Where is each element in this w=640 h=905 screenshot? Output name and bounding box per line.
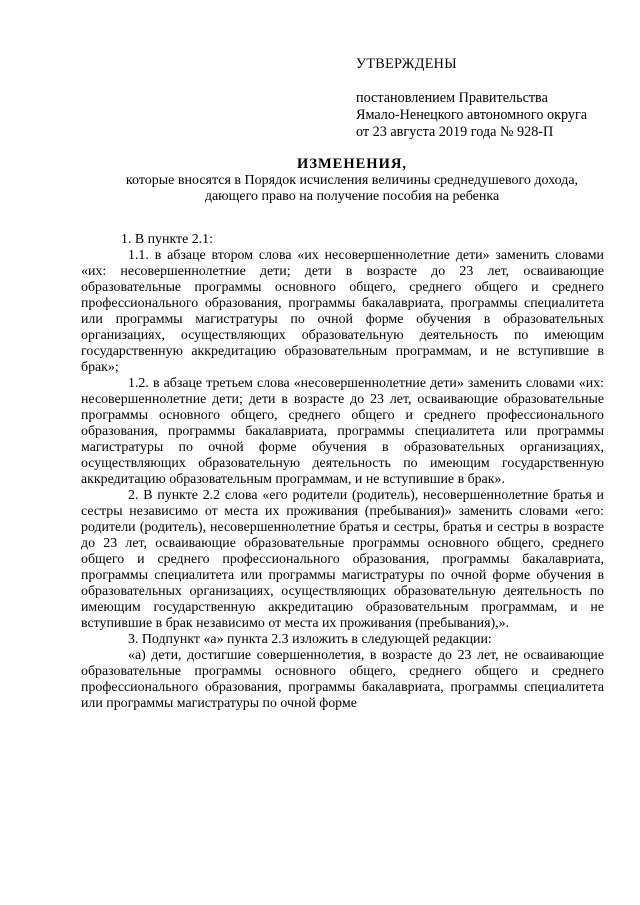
paragraph: «а) дети, достигшие совершеннолетия, в возрасте до 23 лет, не осваивающие образовательные программы основного общего, среднего общего и среднего профессионального образования, программы бакалавриата, программы специалитета или программы магистратуры по очной форме xyxy=(81,648,604,711)
approval-line: от 23 августа 2019 года № 928-П xyxy=(356,124,554,140)
paragraph: 1.1. в абзаце втором слова «их несовершеннолетние дети» заменить словами «их: несовершеннолетние дети; дети в возрасте до 23 лет, осваивающие образовательные программы основного общего, среднего общего и среднего профессионального образования, программы бакалавриата, программы специалитета или программы магистратуры по очной форме обучения в образовательных организациях, осуществляющих образовательную деятельность по имеющим государственную аккредитацию образовательным программам, и не вступившие в брак»; xyxy=(81,248,604,375)
approval-stamp xyxy=(356,56,626,141)
document-title-block xyxy=(96,156,608,205)
document-title: ИЗМЕНЕНИЯ, xyxy=(297,156,407,172)
paragraph: 1.2. в абзаце третьем слова «несовершеннолетние дети» заменить словами «их: несовершеннолетние дети; дети в возрасте до 23 лет, осваивающие образовательные программы основного общего, среднего общего и среднего профессионального образования, программы бакалавриата, программы специалитета или программы магистратуры по очной форме обучения в образовательных организациях, осуществляющих образовательную деятельность по имеющим государственную аккредитацию образовательным программам, и не вступившие в брак». xyxy=(81,376,604,487)
document-body xyxy=(81,232,604,712)
approval-line: постановлением Правительства xyxy=(356,90,548,106)
approval-line: Ямало-Ненецкого автономного округа xyxy=(356,107,588,123)
approval-heading: УТВЕРЖДЕНЫ xyxy=(356,56,457,72)
paragraph: 2. В пункте 2.2 слова «его родители (родитель), несовершеннолетние братья и сестры независимо от места их проживания (пребывания)» заменить словами «его: родители (родитель), несовершеннолетние братья и сестры, братья и сестры в возрасте до 23 лет, осваивающие образовательные программы основного общего, среднего общего и среднего профессионального образования, программы бакалавриата, программы специалитета или программы магистратуры по очной форме обучения в образовательных организациях, осуществляющих образовательную деятельность по имеющим государственную аккредитацию образовательным программам, и не вступившие в брак независимо от места их проживания (пребывания),». xyxy=(81,488,604,631)
document-subtitle: дающего право на получение пособия на ребенка xyxy=(204,189,500,204)
document-subtitle: которые вносятся в Порядок исчисления величины среднедушевого дохода, xyxy=(125,173,579,188)
paragraph: 3. Подпункт «а» пункта 2.3 изложить в следующей редакции: xyxy=(128,632,492,647)
paragraph: 1. В пункте 2.1: xyxy=(121,232,213,247)
